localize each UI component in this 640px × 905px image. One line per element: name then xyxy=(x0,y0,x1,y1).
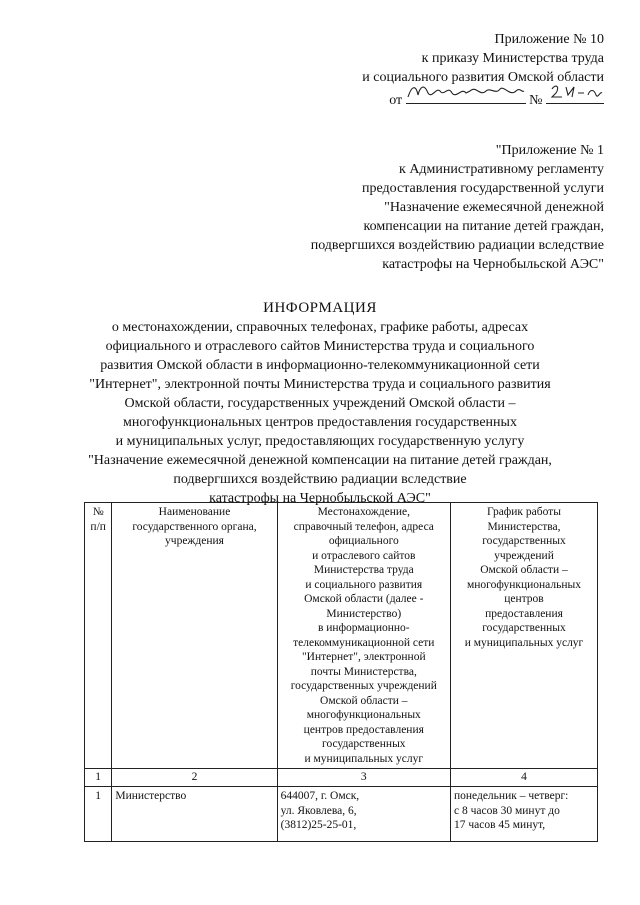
info-table xyxy=(84,502,598,842)
header-text: Министерства труда xyxy=(313,564,414,576)
header-text: государственных xyxy=(322,738,406,750)
header-text: центров предоставления xyxy=(303,723,424,736)
header-text: телекоммуникационной сети xyxy=(293,636,435,649)
number-prefix: № xyxy=(529,93,543,108)
title-line: катастрофы на Чернобыльской АЭС" xyxy=(209,491,431,506)
header-text: Министерство) xyxy=(326,607,402,620)
appendix-line: к приказу Министерства труда xyxy=(421,51,604,66)
handwritten-number xyxy=(546,87,604,104)
header-text: и муниципальных услуг xyxy=(304,752,424,765)
header-text: Омской области (далее - xyxy=(304,593,424,605)
title-line: подвергшихся воздействию радиации вследствие xyxy=(173,472,467,487)
handwriting-date-icon xyxy=(406,81,526,103)
handwritten-date xyxy=(406,87,526,104)
address-line: ул. Яковлева, 6, xyxy=(280,804,357,817)
regulation-line: к Административному регламенту xyxy=(399,162,604,177)
header-text: Наименование xyxy=(158,506,231,518)
date-prefix: от xyxy=(389,93,403,108)
appendix-line: и социального развития Омской области xyxy=(362,70,604,85)
header-cell-name xyxy=(112,503,277,769)
header-text: государственных учреждений xyxy=(290,680,437,692)
header-cell-number xyxy=(85,503,112,769)
header-text: учреждений xyxy=(494,549,554,562)
column-number: 3 xyxy=(277,769,450,787)
row-number: 1 xyxy=(85,787,112,842)
header-text: Омской области – xyxy=(480,564,568,576)
schedule-line: с 8 часов 30 минут до xyxy=(453,804,560,817)
header-text: государственных xyxy=(482,535,566,547)
row-address xyxy=(277,787,450,842)
title-line: и муниципальных услуг, предоставляющих государственную услугу xyxy=(115,434,525,449)
schedule-line: понедельник – четверг: xyxy=(453,790,569,802)
address-line: 644007, г. Омск, xyxy=(280,790,360,802)
header-cell-address xyxy=(277,503,450,769)
regulation-line: подвергшихся воздействию радиации вследствие xyxy=(310,238,604,253)
title-heading: ИНФОРМАЦИЯ xyxy=(263,300,377,316)
regulation-line: катастрофы на Чернобыльской АЭС" xyxy=(382,257,604,272)
header-text: "Интернет", электронной xyxy=(301,651,426,663)
header-cell-schedule xyxy=(450,503,597,769)
column-number: 1 xyxy=(85,769,112,787)
header-text: официального xyxy=(328,535,399,547)
title-line: официального и отраслевого сайтов Министерства труда и социального xyxy=(105,339,535,354)
regulation-line: "Приложение № 1 xyxy=(495,143,604,158)
address-line: (3812)25-25-01, xyxy=(280,819,357,831)
row-schedule xyxy=(450,787,597,842)
title-line: "Интернет", электронной почты Министерства труда и социального развития xyxy=(89,377,551,392)
row-name: Министерство xyxy=(112,787,277,842)
document-title xyxy=(0,299,640,508)
regulation-line: "Назначение ежемесячной денежной xyxy=(384,200,604,215)
header-text: № xyxy=(92,506,104,518)
header-text: График работы xyxy=(487,506,561,518)
header-text: справочный телефон, адреса xyxy=(293,520,434,533)
header-text: многофункциональных xyxy=(306,709,421,721)
header-text: государственного органа, xyxy=(132,520,257,533)
header-text: Местонахождение, xyxy=(317,506,410,518)
header-text: предоставления xyxy=(485,607,563,620)
title-line: Омской области, государственных учреждений Омской области – xyxy=(124,396,516,411)
date-number-line xyxy=(362,87,604,110)
title-line: многофункциональных центров предоставления государственных xyxy=(123,415,517,430)
header-text: в информационно- xyxy=(317,622,410,634)
regulation-line: компенсации на питание детей граждан, xyxy=(363,219,604,234)
appendix-header xyxy=(362,30,604,110)
column-number: 2 xyxy=(112,769,277,787)
header-text: почты Министерства, xyxy=(310,665,417,678)
schedule-line: 17 часов 45 минут, xyxy=(453,819,546,831)
header-text: центров xyxy=(504,593,544,605)
header-text: учреждения xyxy=(165,535,224,547)
title-line: о местонахождении, справочных телефонах, графике работы, адресах xyxy=(111,320,529,335)
title-line: "Назначение ежемесячной денежной компенсации на питание детей граждан, xyxy=(88,453,552,468)
header-text: и социального развития xyxy=(305,578,423,591)
table-header-row xyxy=(85,503,598,769)
regulation-header xyxy=(311,141,604,274)
table-row xyxy=(85,787,598,842)
header-text: многофункциональных xyxy=(466,578,582,591)
header-text: государственных xyxy=(482,622,566,634)
handwriting-number-icon xyxy=(546,81,604,103)
column-number: 4 xyxy=(450,769,597,787)
appendix-line: Приложение № 10 xyxy=(494,32,604,47)
header-text: и отраслевого сайтов xyxy=(312,549,416,562)
header-text: Министерства, xyxy=(487,520,561,533)
column-number-row xyxy=(85,769,598,787)
header-text: и муниципальных услуг xyxy=(464,636,584,649)
regulation-line: предоставления государственной услуги xyxy=(362,181,604,196)
header-text: п/п xyxy=(90,520,106,533)
title-line: развития Омской области в информационно-телекоммуникационной сети xyxy=(100,358,540,373)
header-text: Омской области – xyxy=(320,694,408,707)
